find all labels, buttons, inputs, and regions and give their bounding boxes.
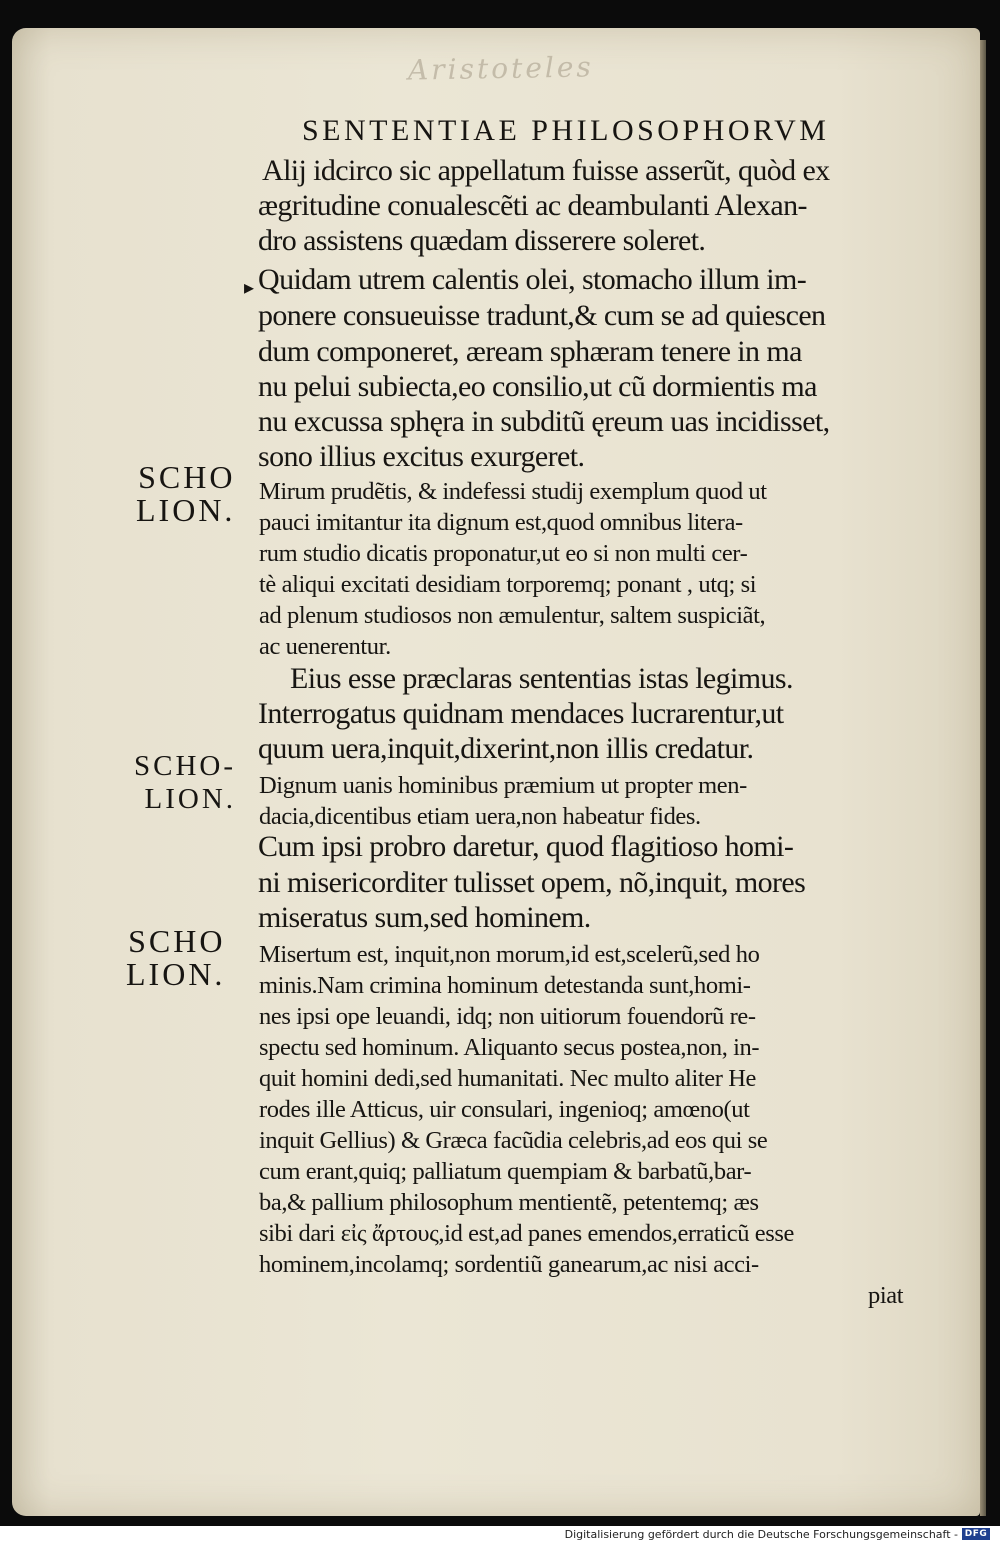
text-line: ni misericorditer tulisset opem, nõ,inquit, mores	[258, 866, 806, 899]
text-line: ad plenum studiosos non æmulentur, saltem suspiciãt,	[259, 602, 766, 629]
footer-credit: Digitalisierung gefördert durch die Deutsche Forschungsgemeinschaft -	[564, 1528, 958, 1541]
text-line: ac uenerentur.	[259, 633, 391, 660]
text-line: Eius esse præclaras sententias istas legimus.	[290, 662, 793, 695]
running-head: SENTENTIAE PHILOSOPHORVM	[302, 114, 830, 147]
text-line: cum erant,quiq; palliatum quempiam & barbatũ,bar-	[259, 1158, 752, 1185]
catchword: piat	[868, 1282, 904, 1309]
margin-note-line: LION.	[136, 492, 236, 528]
text-line: Interrogatus quidnam mendaces lucrarentur,ut	[258, 697, 784, 730]
text-line: pauci imitantur ita dignum est,quod omnibus litera-	[259, 509, 743, 536]
text-line: sono illius excitus exurgeret.	[258, 440, 585, 473]
text-line: dum componeret, æream sphæram tenere in ma	[258, 335, 802, 368]
text-line: dro assistens quædam disserere soleret.	[258, 224, 706, 257]
text-line: quit homini dedi,sed humanitati. Nec multo aliter He	[259, 1065, 756, 1092]
margin-note-line: LION.	[126, 956, 226, 992]
text-line: rum studio dicatis proponatur,ut eo si non multi cer-	[259, 540, 748, 567]
footer-credit-text: Digitalisierung gefördert durch die Deutsche Forschungsgemeinschaft	[564, 1528, 951, 1541]
margin-note-scholion-2	[134, 750, 236, 816]
margin-note-line: SCHO	[128, 923, 226, 959]
text-line: spectu sed hominum. Aliquanto secus postea,non, in-	[259, 1034, 760, 1061]
dfg-logo: DFG	[962, 1528, 990, 1540]
text-line: ponere consueuisse tradunt,& cum se ad quiescen	[258, 299, 826, 332]
text-line: Quidam utrem calentis olei, stomacho illum im-	[258, 263, 807, 296]
text-line: hominem,incolamq; sordentiũ ganearum,ac nisi acci-	[259, 1251, 759, 1278]
margin-note-line: SCHO	[138, 459, 236, 495]
text-line: rodes ille Atticus, uir consulari, ingenioq; amœno(ut	[259, 1096, 750, 1123]
margin-note-line: SCHO-	[134, 750, 237, 782]
text-line: Dignum uanis hominibus præmium ut propter men-	[259, 772, 747, 799]
text-line: inquit Gellius) & Græca facũdia celebris,ad eos qui se	[259, 1127, 768, 1154]
paragraph-mark-icon: ▸	[244, 277, 255, 299]
text-line: nes ipsi ope leuandi, idq; non uitiorum fouendorũ re-	[259, 1003, 756, 1030]
text-line: Alij idcirco sic appellatum fuisse asserũt, quòd ex	[262, 154, 830, 187]
text-line: dacia,dicentibus etiam uera,non habeatur fides.	[259, 803, 701, 830]
text-line: quum uera,inquit,dixerint,non illis credatur.	[258, 732, 754, 765]
text-line: sibi dari εἰς ἄρτους,id est,ad panes emendos,erraticũ esse	[259, 1220, 795, 1247]
page-edge	[980, 40, 986, 1516]
text-line: tè aliqui excitati desidiam torporemq; ponant , utq; si	[259, 571, 757, 598]
text-line: ba,& pallium philosophum mentientẽ, petentemq; æs	[259, 1189, 759, 1216]
margin-note-scholion-1	[136, 461, 235, 527]
text-line: nu pelui subiecta,eo consilio,ut cũ dormientis ma	[258, 370, 817, 403]
margin-note-line: LION.	[144, 783, 237, 815]
text-line: Mirum prudẽtis, & indefessi studij exemplum quod ut	[259, 478, 767, 505]
handwritten-annotation: Aristoteles	[407, 50, 595, 87]
text-line: Misertum est, inquit,non morum,id est,scelerũ,sed ho	[259, 941, 760, 968]
text-line: ægritudine conualescẽti ac deambulanti Alexan-	[258, 189, 807, 222]
margin-note-scholion-3	[126, 925, 225, 991]
text-line: Cum ipsi probro daretur, quod flagitioso homi-	[258, 830, 794, 863]
text-line: minis.Nam crimina hominum detestanda sunt,homi-	[259, 972, 751, 999]
text-line: nu excussa sphęra in subditũ ęreum uas incidisset,	[258, 405, 830, 438]
text-line: miseratus sum,sed hominem.	[258, 901, 591, 934]
